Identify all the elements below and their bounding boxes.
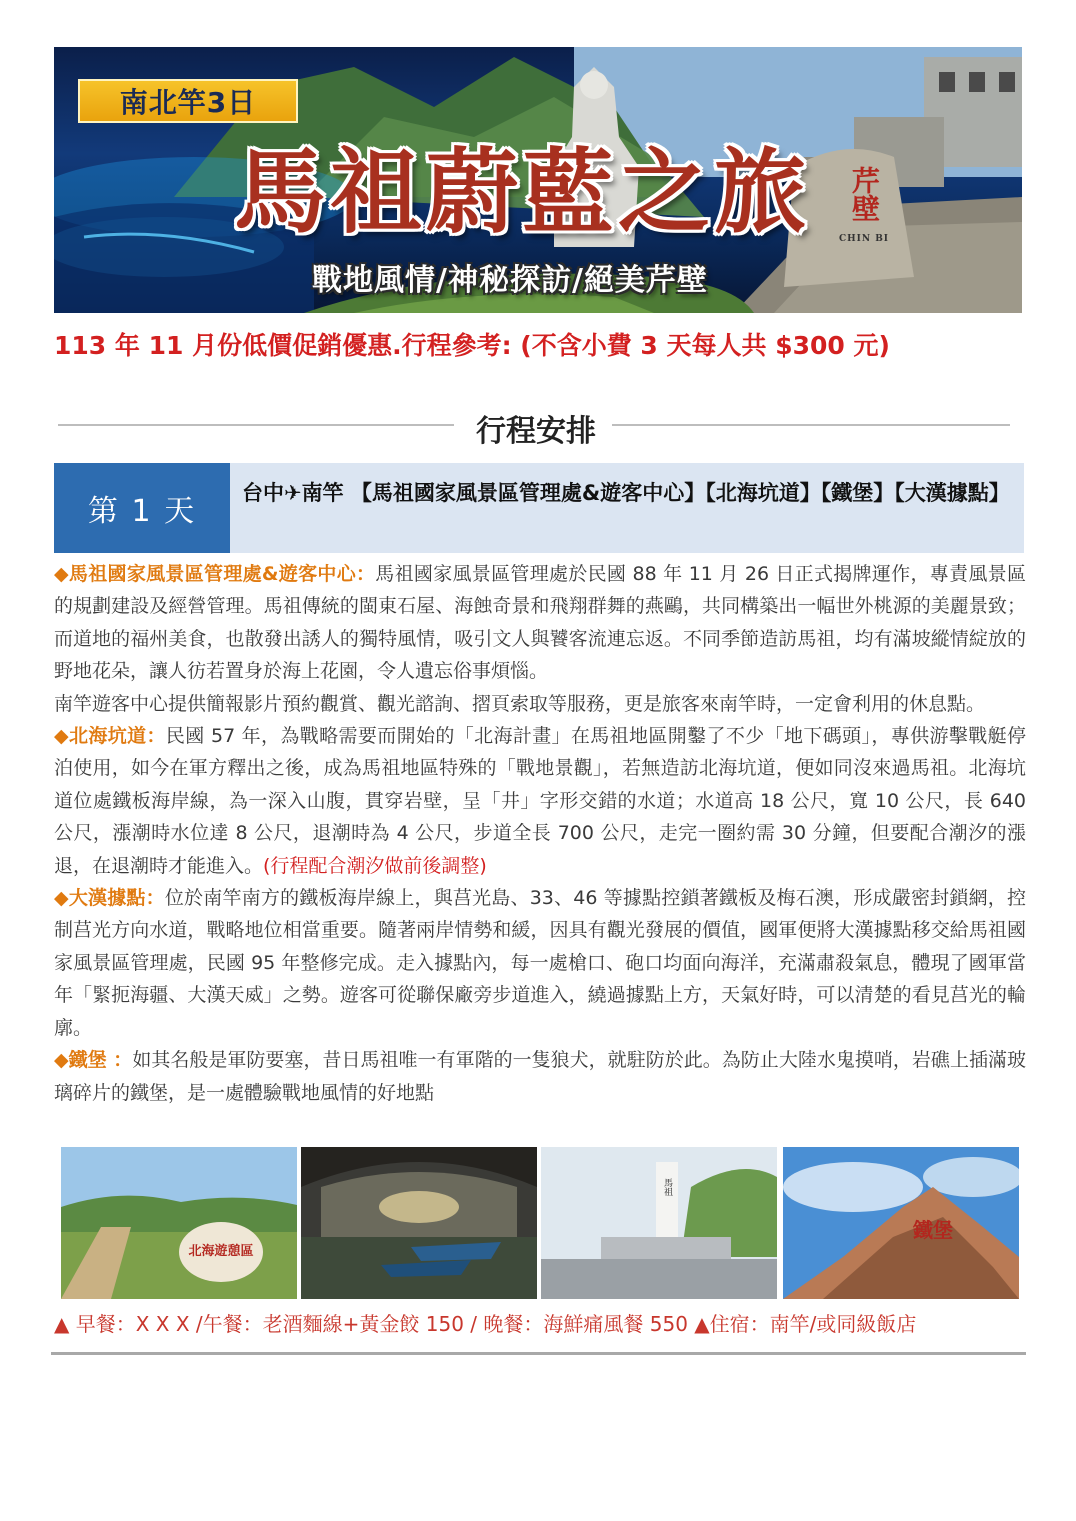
heading-visitor-center: ◆馬祖國家風景區管理處&遊客中心： [54,563,376,585]
paragraph-visitor-center [54,558,1026,688]
photo-iron-fort [783,1147,1019,1299]
seal-text: 芹壁 [848,166,881,222]
section-title: 行程安排 [476,414,596,449]
section-divider-left [58,424,454,426]
note-tide: (行程配合潮汐做前後調整) [263,854,487,877]
text-iron-fort: 如其名般是軍防要塞，昔日馬祖唯一有軍階的一隻狼犬，就駐防於此。為防止大陸水鬼摸哨，岩礁上插滿玻璃碎片的鐵堡，是一處體驗戰地風情的好地點 [54,1049,1026,1104]
banner [54,47,1022,313]
promo-text: 113 年 11 月份低價促銷優惠.行程參考: (不含小費 3 天每人共 $300 元) [54,331,890,360]
text-dahan-stronghold: 位於南竿南方的鐵板海岸線上，與莒光島、33、46 等據點控鎖著鐵板及梅石澳，形成嚴密封鎖網，控制莒光方向水道，戰略地位相當重要。隨著兩岸情勢和緩，因具有觀光發展的價值，國軍便將大漢據點移交給馬祖國家風景區管理處，民國 95 年整修完成。走入據點內，每一處槍口、砲口均面向海洋，充滿肅殺氣息，體現了國軍當年「緊扼海疆、大漢天威」之勢。遊客可從聯保廠旁步道進入，繞過據點上方，天氣好時，可以清楚的看見莒光的輪廓。 [54,887,1026,1039]
photo1-sign-text: 北海遊憩區 [188,1244,254,1259]
meals-lodging: ▲ 早餐：X X X /午餐：老酒麵線+黃金餃 150 / 晚餐：海鮮痛風餐 550 ▲住宿：南竿/或同級飯店 [54,1312,917,1336]
paragraph-iron-fort [54,1044,1026,1109]
tour-badge: 南北竿3日 [78,79,298,123]
text-visitor-center: 馬祖國家風景區管理處於民國 88 年 11 月 26 日正式揭牌運作，專責風景區的規劃建設及經營管理。馬祖傳統的閩東石屋、海蝕奇景和飛翔群舞的燕鷗，共同構築出一幅世外桃源的美麗景致；而道地的福州美食，也散發出誘人的獨特風情，吸引文人與饕客流連忘返。不同季節造訪馬祖，均有滿坡縱情綻放的野地花朵，讓人彷若置身於海上花園，令人遺忘俗事煩惱。 [54,563,1026,683]
banner-subtitle: 戰地風情/神秘探訪/絕美芹壁 [312,263,708,298]
photo-monument [541,1147,777,1299]
photo4-sign-text: 鐵堡 [913,1218,953,1242]
photo-beihai-sign [61,1147,297,1299]
itinerary-content [54,558,1026,1109]
day-label: 第 1 天 [54,463,230,553]
bottom-divider [51,1352,1026,1355]
chinbi-seal [834,159,894,269]
text-visitor-center-services: 南竿遊客中心提供簡報影片預約觀賞、觀光諮詢、摺頁索取等服務，更是旅客來南竿時，一定會利用的休息點。 [54,692,986,715]
text-beihai-tunnel: 民國 57 年，為戰略需要而開始的「北海計畫」在馬祖地區開鑿了不少「地下碼頭」，專供游擊戰艇停泊使用，如今在軍方釋出之後，成為馬祖地區特殊的「戰地景觀」，若無造訪北海坑道，便如同沒來過馬祖。北海坑道位處鐵板海岸線，為一深入山腹，貫穿岩壁，呈「井」字形交錯的水道；水道高 18 公尺，寬 10 公尺，長 640 公尺，漲潮時水位達 8 公尺，退潮時為 4 公尺，步道全長 700 公尺，走完一圈約需 30 分鐘，但要配合潮汐的漲退，在退潮時才能進入。 [54,725,1026,877]
heading-beihai-tunnel: ◆北海坑道： [54,725,166,748]
section-divider-right [612,424,1010,426]
heading-iron-fort: ◆鐵堡 ： [54,1049,133,1072]
day-route: 台中✈南竿 【馬祖國家風景區管理處&遊客中心】【北海坑道】【鐵堡】【大漢據點】 [230,463,1024,553]
paragraph-visitor-center-services [54,688,1026,720]
paragraph-beihai-tunnel [54,720,1026,882]
heading-dahan-stronghold: ◆大漢據點： [54,887,165,910]
seal-subtext: CHIN BI [838,234,890,244]
photo-beihai-tunnel [301,1147,537,1299]
photo-strip [61,1147,1019,1299]
photo3-sign-text: 馬祖 [662,1178,672,1196]
banner-title: 馬祖蔚藍之旅 [234,138,811,246]
paragraph-dahan-stronghold [54,882,1026,1044]
